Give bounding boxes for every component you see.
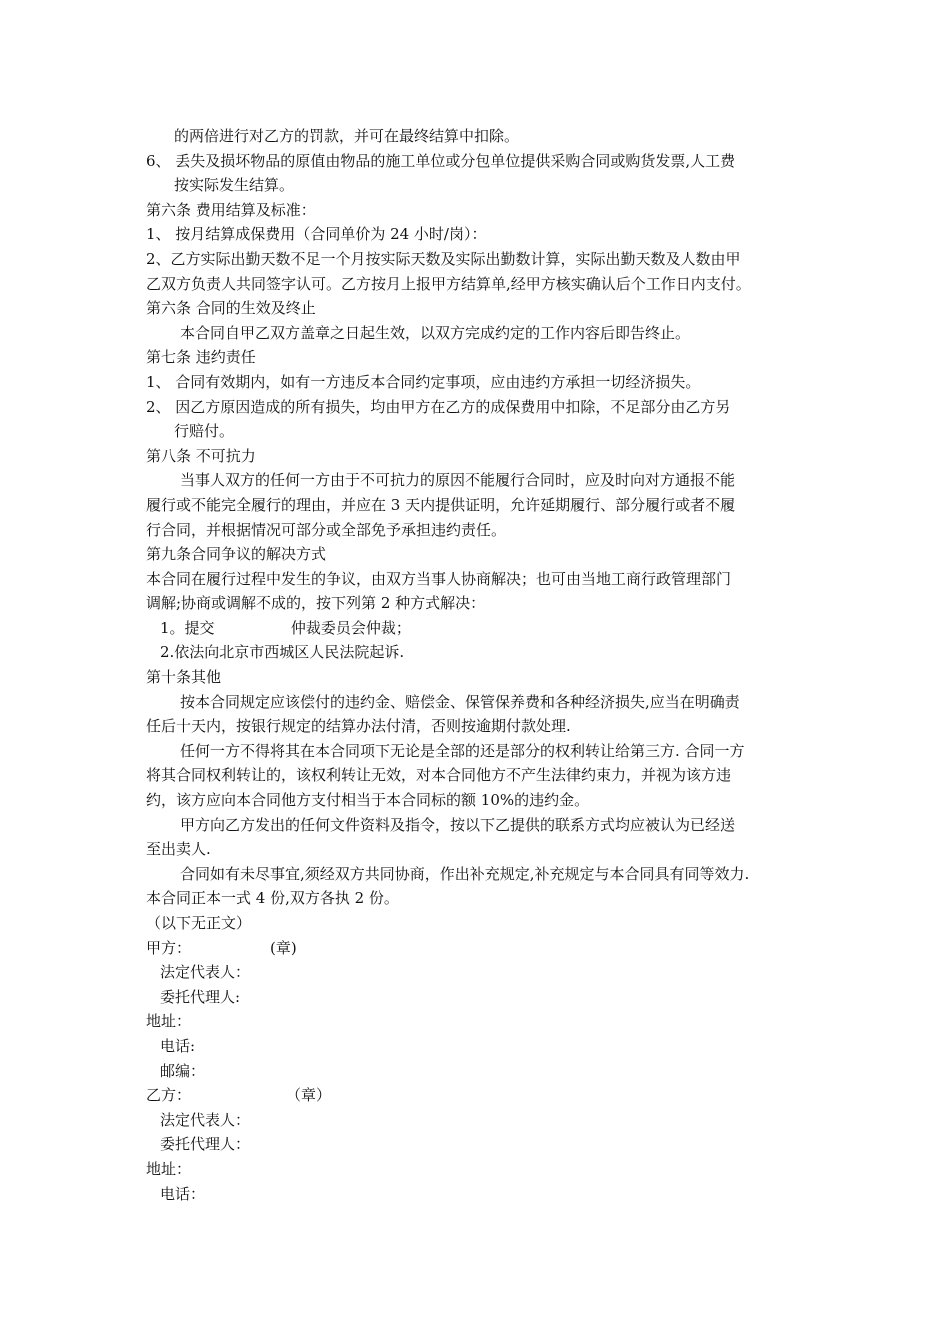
party-b-representative: 法定代表人： bbox=[160, 1110, 251, 1129]
paragraph-line: 按本合同规定应该偿付的违约金、赔偿金、保管保养费和各种经济损失,应当在明确责 bbox=[180, 692, 740, 711]
article-heading: 第六条 合同的生效及终止 bbox=[146, 299, 316, 318]
paragraph-line: 任何一方不得将其在本合同项下无论是全部的还是部分的权利转让给第三方. 合同一方 bbox=[180, 741, 745, 760]
party-b-seal: （章） bbox=[286, 1086, 332, 1105]
list-item: 2、乙方实际出勤天数不足一个月按实际天数及实际出勤数计算，实际出勤天数及人数由甲 bbox=[146, 249, 741, 268]
paragraph-line: 甲方向乙方发出的任何文件资料及指令，按以下乙提供的联系方式均应被认为已经送 bbox=[180, 815, 736, 834]
party-a-label: 甲方： bbox=[146, 938, 192, 957]
party-b-phone: 电话： bbox=[160, 1184, 206, 1203]
party-a-postcode: 邮编： bbox=[160, 1061, 206, 1080]
paragraph-line: 行赔付。 bbox=[174, 422, 235, 441]
paragraph-line: 至出卖人. bbox=[146, 840, 211, 859]
paragraph-line: 乙双方负责人共同签字认可。乙方按月上报甲方结算单,经甲方核实确认后个工作日内支付。 bbox=[146, 274, 751, 293]
paragraph-line: 约，该方应向本合同他方支付相当于本合同标的额 10%的违约金。 bbox=[146, 791, 590, 810]
paragraph-line: 本合同自甲乙双方盖章之日起生效，以双方完成约定的工作内容后即告终止。 bbox=[180, 323, 691, 342]
paragraph-line: 行合同，并根据情况可部分或全部免予承担违约责任。 bbox=[146, 520, 507, 539]
party-a-signature-line bbox=[146, 936, 814, 961]
article-heading: 第十条其他 bbox=[146, 668, 222, 687]
paragraph-line: 的两倍进行对乙方的罚款，并可在最终结算中扣除。 bbox=[174, 127, 520, 145]
contract-page bbox=[146, 124, 814, 1206]
paragraph-line: 任后十天内，按银行规定的结算办法付清，否则按逾期付款处理. bbox=[146, 717, 571, 736]
article-heading: 第六条 费用结算及标准： bbox=[146, 200, 316, 219]
list-item: 1。提交 仲裁委员会仲裁； bbox=[160, 618, 411, 637]
paragraph-line: 履行或不能完全履行的理由，并应在 3 天内提供证明，允许延期履行、部分履行或者不履 bbox=[146, 495, 736, 514]
party-b-address: 地址： bbox=[146, 1159, 192, 1178]
paragraph-line: （以下无正文） bbox=[146, 914, 252, 932]
party-a-seal: (章) bbox=[270, 938, 297, 957]
party-a-phone: 电话: bbox=[160, 1036, 196, 1055]
paragraph-line: 当事人双方的任何一方由于不可抗力的原因不能履行合同时，应及时向对方通报不能 bbox=[180, 471, 736, 490]
paragraph-line: 本合同在履行过程中发生的争议，由双方当事人协商解决；也可由当地工商行政管理部门 bbox=[146, 569, 732, 588]
paragraph-line: 按实际发生结算。 bbox=[174, 176, 295, 195]
list-item: 2.依法向北京市西城区人民法院起诉. bbox=[160, 643, 405, 662]
list-item: 2、 因乙方原因造成的所有损失，均由甲方在乙方的成保费用中扣除，不足部分由乙方另 bbox=[146, 397, 731, 416]
party-a-representative: 法定代表人： bbox=[160, 963, 251, 982]
paragraph-line: 合同如有未尽事宜,须经双方共同协商，作出补充规定,补充规定与本合同具有同等效力. bbox=[180, 864, 750, 883]
paragraph-line: 调解;协商或调解不成的，按下列第 2 种方式解决： bbox=[146, 594, 486, 613]
list-item: 6、 丢失及损坏物品的原值由物品的施工单位或分包单位提供采购合同或购货发票,人工费 bbox=[146, 151, 736, 170]
list-item: 1、 合同有效期内，如有一方违反本合同约定事项，应由违约方承担一切经济损失。 bbox=[146, 372, 701, 391]
paragraph-line: 本合同正本一式 4 份,双方各执 2 份。 bbox=[146, 889, 399, 908]
party-b-signature-line bbox=[146, 1083, 814, 1108]
party-a-agent: 委托代理人: bbox=[160, 987, 241, 1006]
article-heading: 第七条 违约责任 bbox=[146, 348, 256, 367]
article-heading: 第九条合同争议的解决方式 bbox=[146, 545, 327, 564]
party-b-agent: 委托代理人： bbox=[160, 1135, 251, 1154]
paragraph-line: 将其合同权利转让的，该权利转让无效，对本合同他方不产生法律约束力，并视为该方违 bbox=[146, 766, 732, 785]
list-item: 1、 按月结算成保费用（合同单价为 24 小时/岗）： bbox=[146, 225, 487, 244]
party-a-address: 地址： bbox=[146, 1012, 192, 1031]
party-b-label: 乙方： bbox=[146, 1086, 192, 1105]
article-heading: 第八条 不可抗力 bbox=[146, 446, 256, 465]
